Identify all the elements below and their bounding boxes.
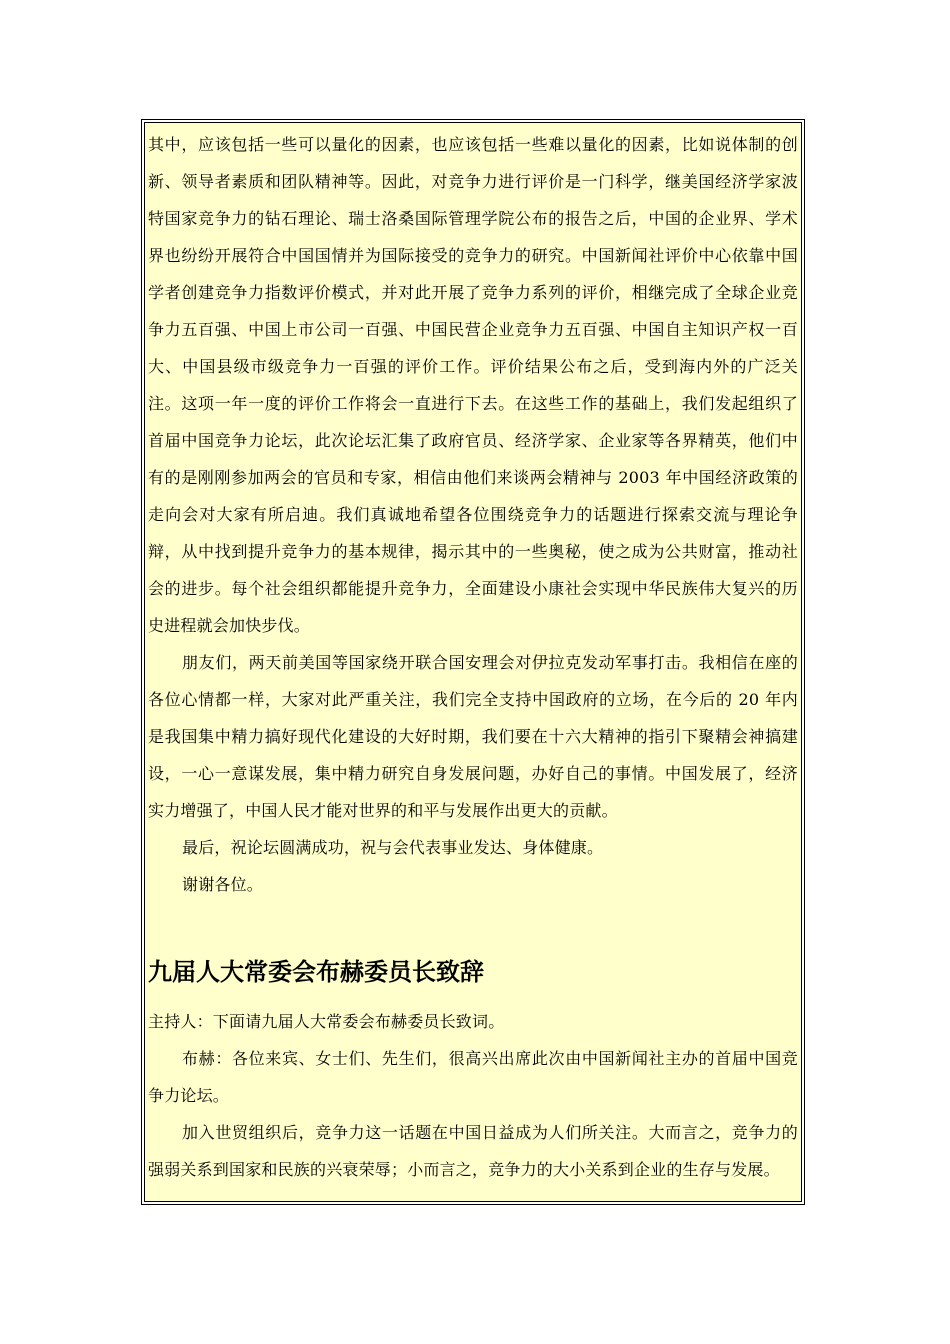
paragraph-competitiveness-evaluation (148, 126, 798, 644)
text-line: 设，一心一意谋发展，集中精力研究自身发展问题，办好自己的事情。中国发展了，经济 (148, 764, 798, 783)
text-line: 注。这项一年一度的评价工作将会一直进行下去。在这些工作的基础上，我们发起组织了 (148, 394, 798, 413)
text-line: 各位心情都一样，大家对此严重关注，我们完全支持中国政府的立场，在今后的 20 年内 (148, 690, 798, 709)
text-line: 有的是刚刚参加两会的官员和专家，相信由他们来谈两会精神与 2003 年中国经济政策的 (148, 468, 798, 487)
section-spacer (148, 903, 798, 955)
text-line: 首届中国竞争力论坛，此次论坛汇集了政府官员、经济学家、企业家等各界精英，他们中 (148, 431, 798, 450)
document-content (148, 126, 798, 1188)
paragraph-thanks: 谢谢各位。 (182, 875, 264, 894)
text-line: 其中，应该包括一些可以量化的因素，也应该包括一些难以量化的因素，比如说体制的创 (148, 135, 798, 154)
text-line: 朋友们，两天前美国等国家绕开联合国安理会对伊拉克发动军事打击。我相信在座的 (182, 653, 798, 672)
section-heading: 九届人大常委会布赫委员长致辞 (148, 958, 484, 986)
text-line: 辩，从中找到提升竞争力的基本规律，揭示其中的一些奥秘，使之成为公共财富，推动社 (148, 542, 798, 561)
text-line: 新、领导者素质和团队精神等。因此，对竞争力进行评价是一门科学，继美国经济学家波 (148, 172, 798, 191)
text-line: 是我国集中精力搞好现代化建设的大好时期，我们要在十六大精神的指引下聚精会神搞建 (148, 727, 798, 746)
paragraph-friends (148, 644, 798, 829)
paragraph-closing-wishes: 最后，祝论坛圆满成功，祝与会代表事业发达、身体健康。 (182, 838, 604, 857)
document-text-box (144, 122, 802, 1202)
text-line: 加入世贸组织后，竞争力这一话题在中国日益成为人们所关注。大而言之，竞争力的 (182, 1123, 798, 1142)
host-line: 主持人：下面请九届人大常委会布赫委员长致词。 (148, 1012, 505, 1031)
text-line: 会的进步。每个社会组织都能提升竞争力，全面建设小康社会实现中华民族伟大复兴的历 (148, 579, 798, 598)
text-line: 争力五百强、中国上市公司一百强、中国民营企业竞争力五百强、中国自主知识产权一百 (148, 320, 798, 339)
text-line: 实力增强了，中国人民才能对世界的和平与发展作出更大的贡献。 (148, 801, 618, 820)
text-line: 学者创建竞争力指数评价模式，并对此开展了竞争力系列的评价，相继完成了全球企业竞 (148, 283, 798, 302)
text-line: 史进程就会加快步伐。 (148, 616, 311, 635)
text-line: 争力论坛。 (148, 1086, 230, 1105)
text-line: 特国家竞争力的钻石理论、瑞士洛桑国际管理学院公布的报告之后，中国的企业界、学术 (148, 209, 798, 228)
text-line: 界也纷纷开展符合中国国情并为国际接受的竞争力的研究。中国新闻社评价中心依靠中国 (148, 246, 798, 265)
text-line: 大、中国县级市级竞争力一百强的评价工作。评价结果公布之后，受到海内外的广泛关 (148, 357, 798, 376)
text-line: 布赫：各位来宾、女士们、先生们，很高兴出席此次由中国新闻社主办的首届中国竞 (182, 1049, 798, 1068)
paragraph-wto (148, 1114, 798, 1188)
paragraph-buhe-greeting (148, 1040, 798, 1114)
text-line: 走向会对大家有所启迪。我们真诚地希望各位围绕竞争力的话题进行探索交流与理论争 (148, 505, 798, 524)
text-line: 强弱关系到国家和民族的兴衰荣辱；小而言之，竞争力的大小关系到企业的生存与发展。 (148, 1160, 780, 1179)
